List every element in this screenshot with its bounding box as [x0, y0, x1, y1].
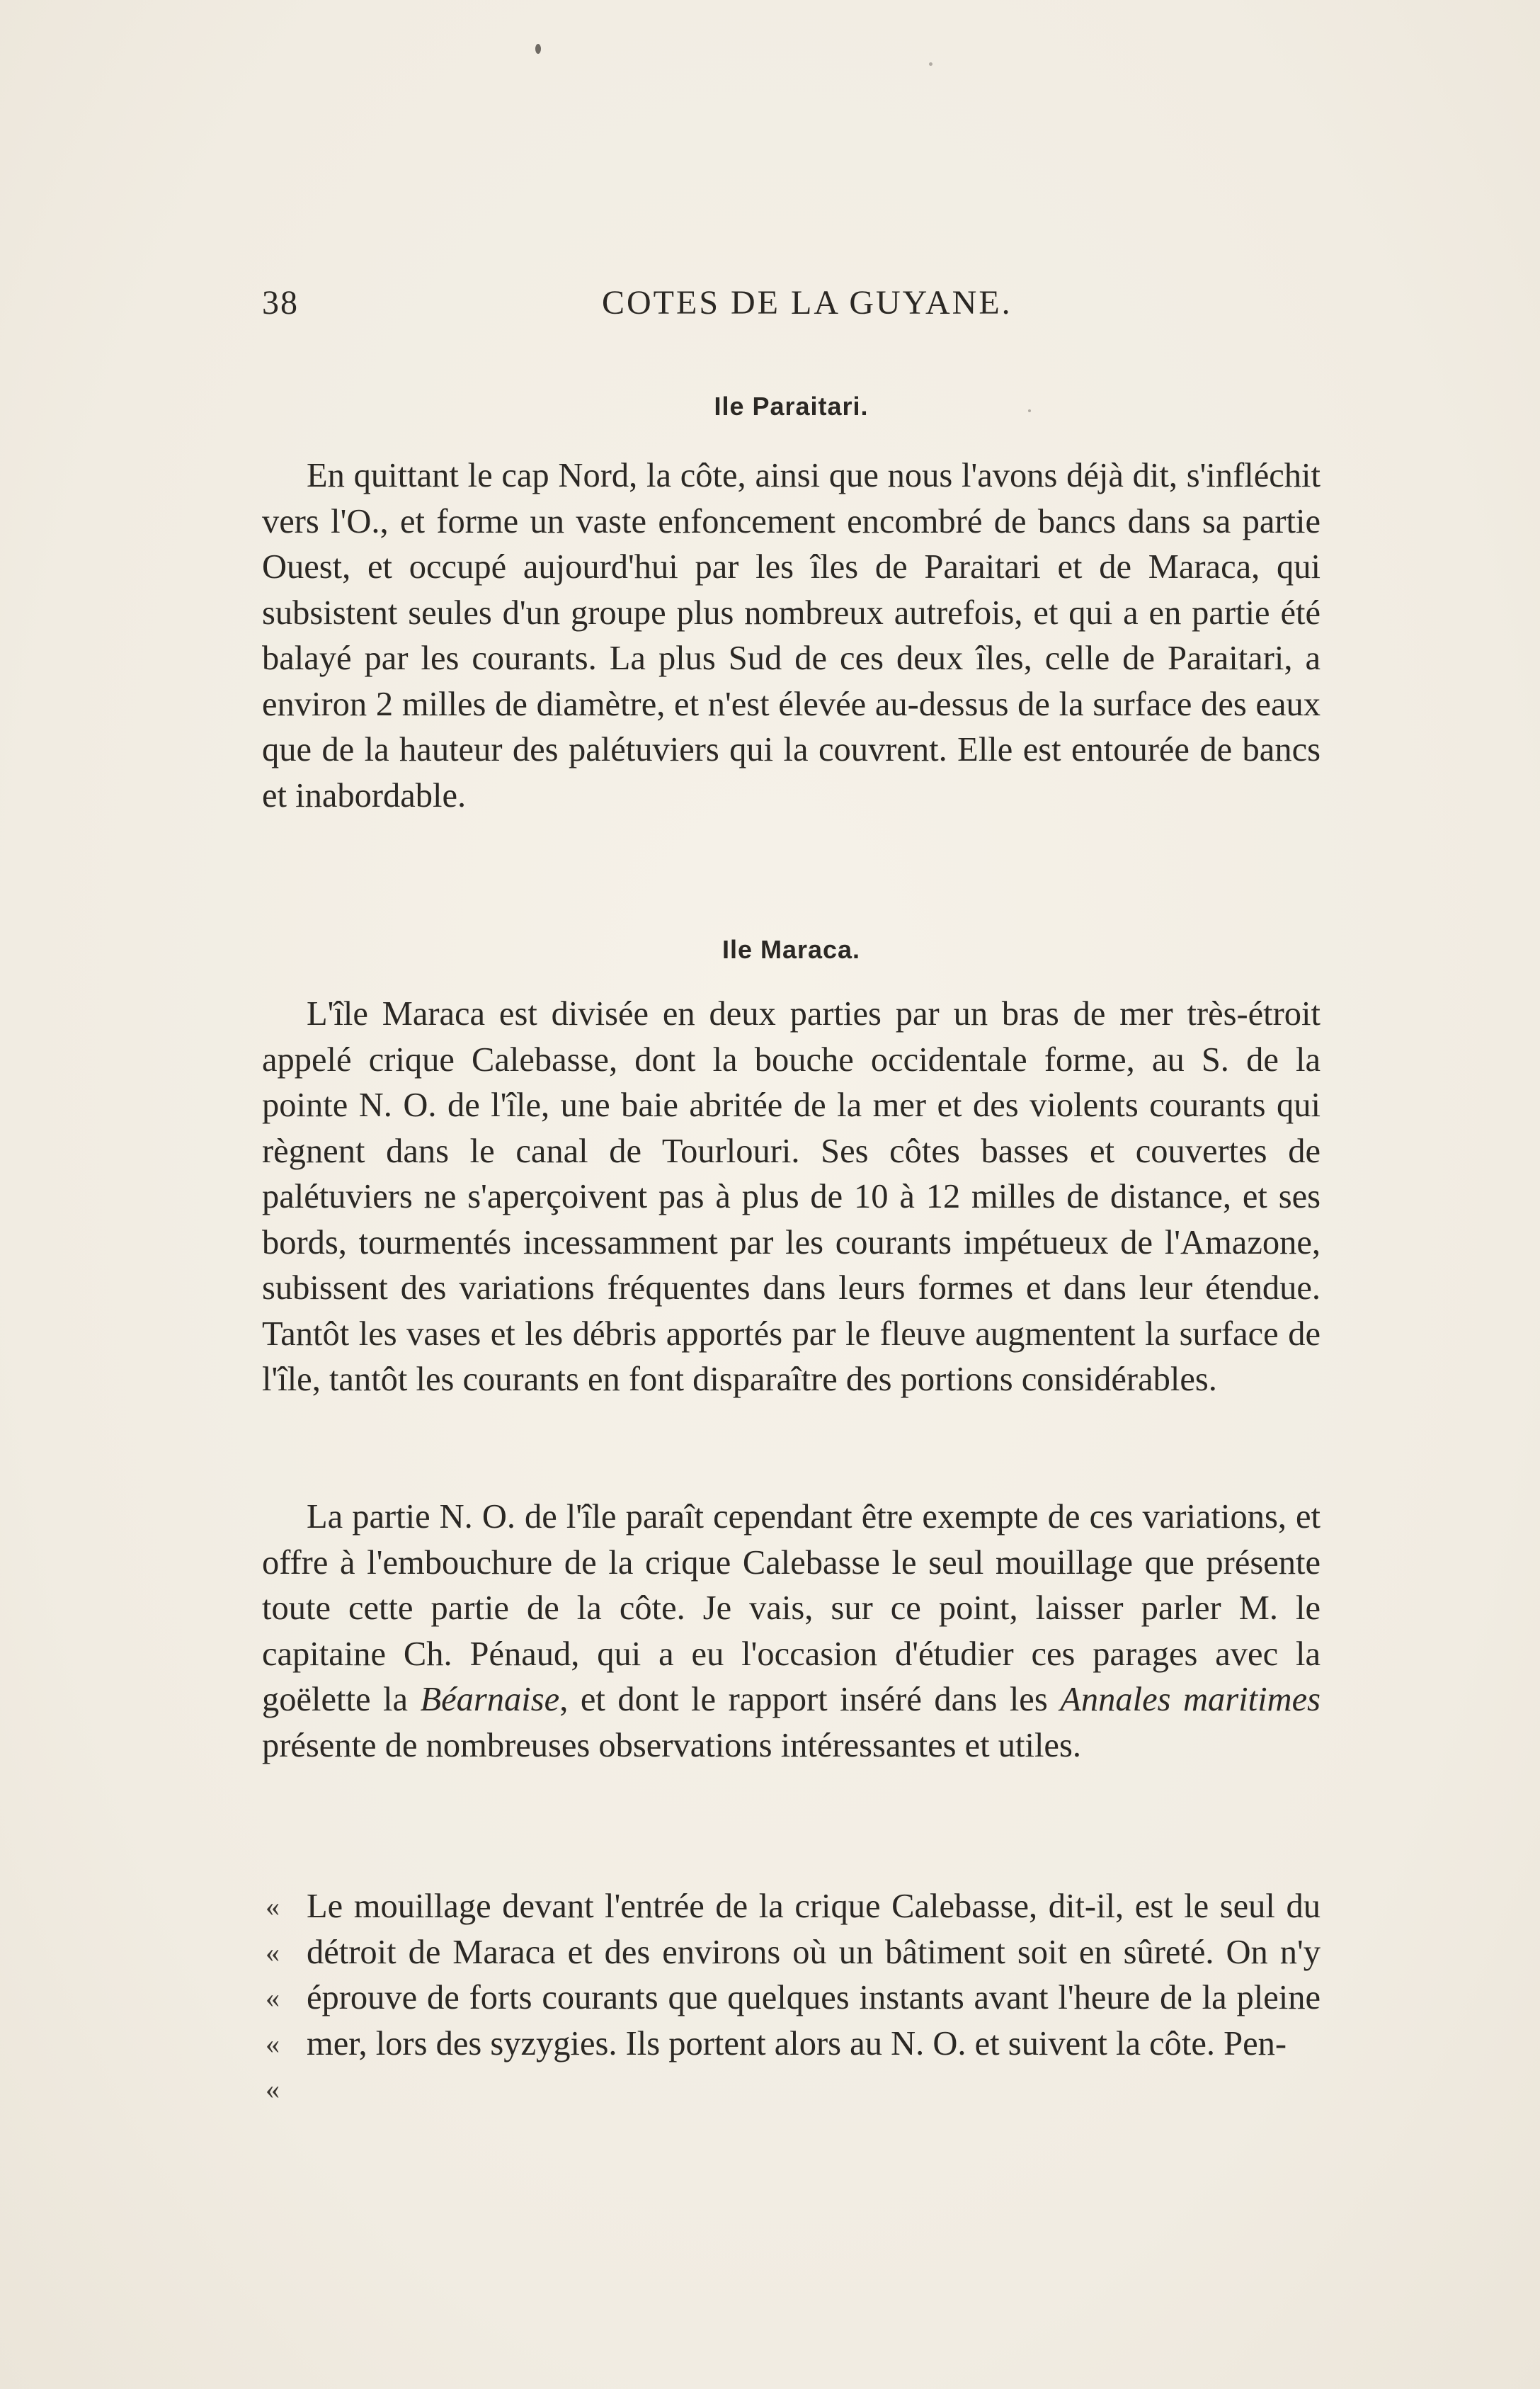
ink-speck [929, 62, 932, 66]
page-header [262, 283, 1321, 326]
quotation-mark: « [266, 2073, 280, 2105]
quotation-mark: « [266, 1982, 280, 2014]
running-title: COTES DE LA GUYANE. [602, 284, 1013, 322]
text-run: La partie N. O. de l'île paraît cependant être exempte de ces variations, et offre à l'embouchure de la crique Calebasse le seul mouillage que présente toute cette partie de la côte. Je vais, sur ce point, laisser parler M. le capitaine Ch. Pénaud, qui a eu l'occasion d'étudier ces parages avec la goëlette la [262, 1498, 1321, 1718]
section-heading-paraitari: Ile Paraitari. [714, 392, 869, 421]
ink-speck [535, 44, 541, 54]
text-run: présente de nombreuses observations intéressantes et utiles. [262, 1726, 1081, 1764]
quoted-report: Le mouillage devant l'entrée de la crique Calebasse, dit-il, est le seul du détroit de Maraca et des environs où un bâtiment soit en sûreté. On n'y éprouve de forts courants que quelques instants avant l'heure de la pleine mer, lors des syzygies. Ils portent alors au N. O. et suivent la côte. Pen- [307, 1888, 1321, 2062]
ship-name: Béarnaise [420, 1681, 560, 1718]
quotation-mark: « [266, 2027, 280, 2060]
quotation-mark: « [266, 1936, 280, 1968]
page-number: 38 [262, 284, 299, 322]
section-heading-maraca: Ile Maraca. [721, 935, 861, 964]
publication-title: Annales maritimes [1060, 1681, 1321, 1718]
text-run: , et dont le rapport inséré dans les [559, 1681, 1061, 1718]
paragraph-paraitari: En quittant le cap Nord, la côte, ainsi que nous l'avons déjà dit, s'infléchit vers l'O., et forme un vaste enfoncement encombré de bancs dans sa partie Ouest, et occupé aujourd'hui par les îles de Paraitari et de Maraca, qui subsistent seules d'un groupe plus nombreux autrefois, et qui a en partie été balayé par les courants. La plus Sud de ces deux îles, celle de Paraitari, a environ 2 milles de diamètre, et n'est élevée au-dessus de la surface des eaux que de la hauteur des palétuviers qui la couvrent. Elle est entourée de bancs et inabordable. [262, 457, 1321, 815]
quotation-mark: « [266, 1890, 280, 1922]
paragraph-maraca-anchorage [262, 1494, 1321, 1769]
paragraph-maraca-description: L'île Maraca est divisée en deux parties par un bras de mer très-étroit appelé crique Calebasse, dont la bouche occidentale forme, au S. de la pointe N. O. de l'île, une baie abritée de la mer et des violents courants qui règnent dans le canal de Tourlouri. Ses côtes basses et couvertes de palétuviers ne s'aperçoivent pas à plus de 10 à 12 milles de distance, et ses bords, tourmentés incessamment par les courants impétueux de l'Amazone, subissent des variations fréquentes dans leurs formes et dans leur étendue. Tantôt les vases et les débris apportés par le fleuve augmentent la surface de l'île, tantôt les courants en font disparaître des portions considérables. [262, 995, 1321, 1398]
